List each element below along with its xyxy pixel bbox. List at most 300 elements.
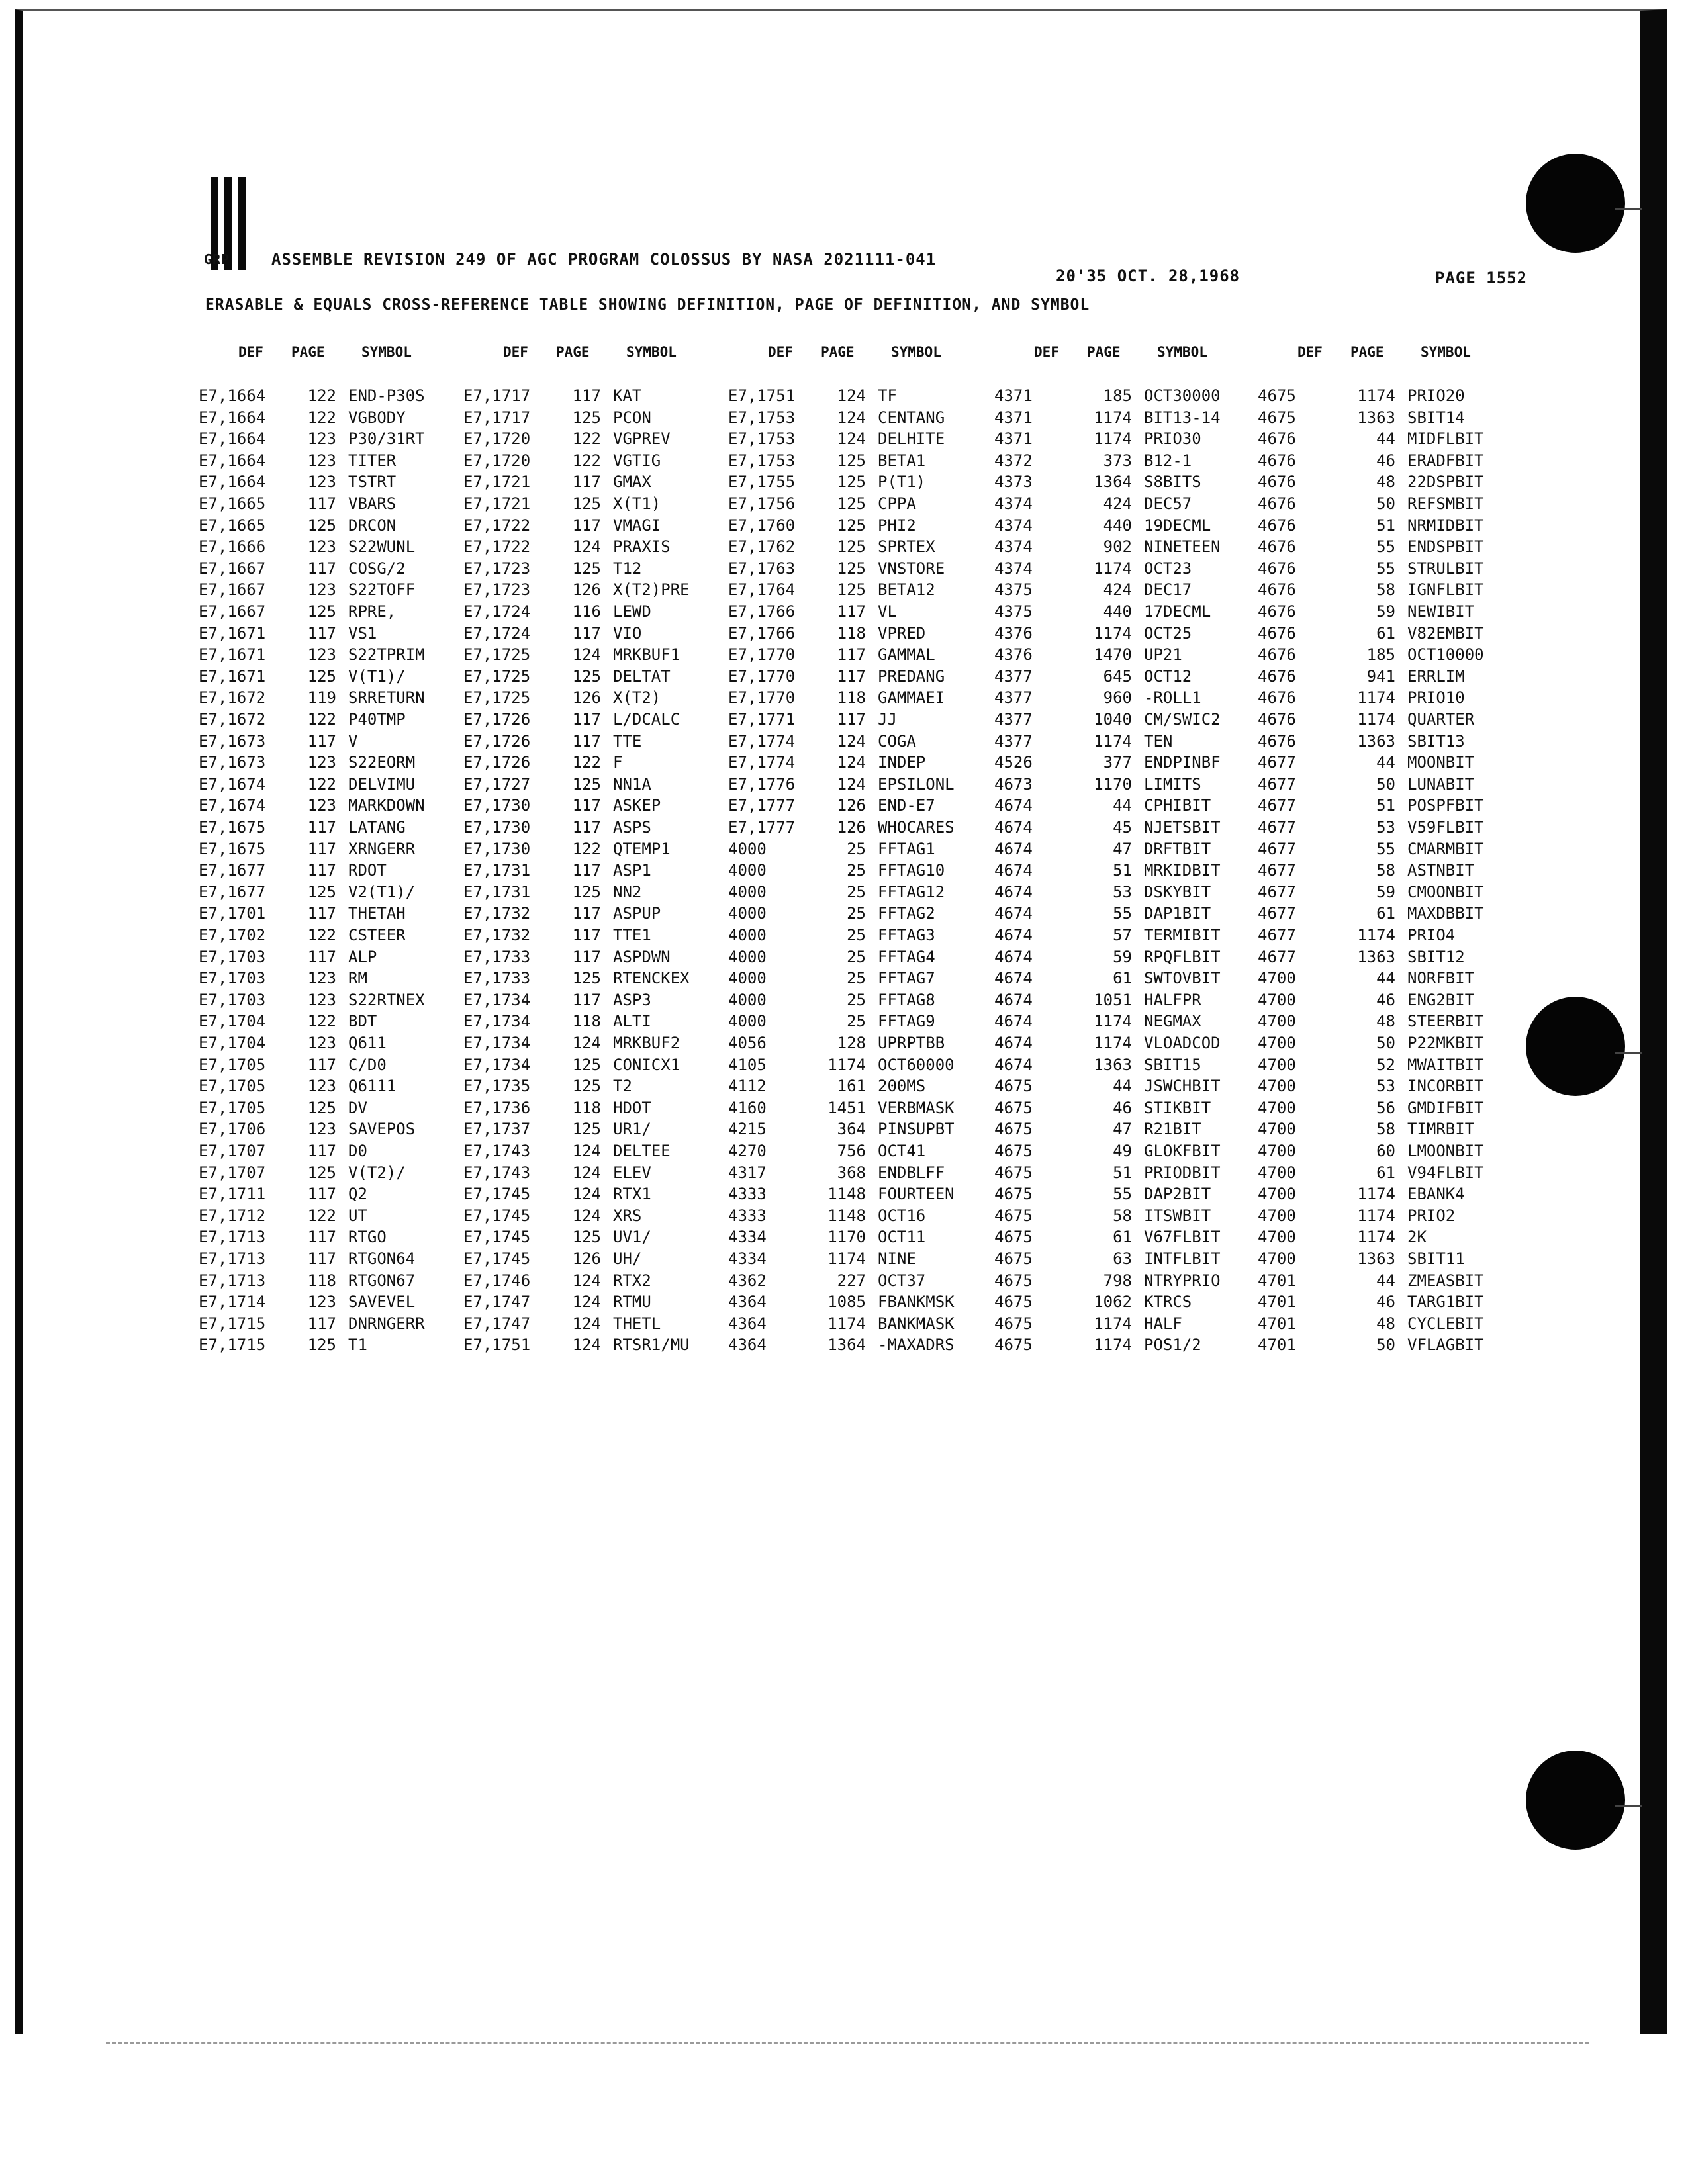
page-cell: 46	[1376, 990, 1395, 1009]
page-cell: 1062	[1094, 1293, 1132, 1312]
symbol-cell: VFLAGBIT	[1407, 1336, 1484, 1355]
definition-cell: E7,1703	[199, 947, 266, 966]
page-cell: 124	[572, 1034, 601, 1052]
symbol-cell: NEGMAX	[1144, 1012, 1201, 1031]
definition-cell: 4700	[1258, 969, 1296, 988]
table-row	[728, 1099, 993, 1120]
symbol-cell: RTSR1/MU	[613, 1336, 690, 1355]
table-row	[199, 624, 463, 645]
table-row	[199, 1056, 463, 1077]
table-row	[1258, 732, 1523, 753]
binder-hole	[1526, 1751, 1625, 1850]
symbol-cell: GMDIFBIT	[1407, 1098, 1484, 1117]
definition-cell: E7,1720	[463, 430, 531, 449]
table-row	[994, 991, 1259, 1012]
symbol-cell: PINSUPBT	[878, 1120, 955, 1139]
definition-cell: E7,1766	[728, 602, 796, 621]
page-cell: 117	[572, 387, 601, 405]
definition-cell: E7,1677	[199, 882, 266, 901]
table-row	[463, 1185, 728, 1206]
definition-cell: E7,1673	[199, 731, 266, 751]
table-row	[994, 537, 1259, 559]
symbol-cell: P30/31RT	[348, 430, 425, 449]
definition-cell: 4677	[1258, 947, 1296, 966]
table-row	[994, 861, 1259, 882]
page-cell: 756	[837, 1142, 866, 1160]
page-cell: 123	[307, 580, 336, 600]
page-cell: 960	[1103, 688, 1132, 707]
page-cell: 1174	[1094, 1336, 1132, 1355]
symbol-cell: REFSMBIT	[1407, 494, 1484, 513]
table-row	[728, 883, 993, 904]
table-row	[463, 710, 728, 731]
table-row	[463, 602, 728, 623]
definition-cell: 4000	[728, 861, 767, 880]
definition-cell: 4526	[994, 753, 1033, 772]
definition-cell: E7,1736	[463, 1098, 531, 1117]
symbol-cell: COSG/2	[348, 559, 406, 578]
page-cell: 44	[1376, 430, 1395, 449]
symbol-cell: POS1/2	[1144, 1336, 1201, 1355]
table-row	[199, 948, 463, 969]
symbol-cell: L/DCALC	[613, 710, 680, 729]
page-cell: 1174	[1094, 408, 1132, 427]
table-row	[994, 580, 1259, 602]
table-row	[463, 667, 728, 688]
definition-cell: 4377	[994, 731, 1033, 751]
symbol-cell: 2K	[1407, 1228, 1427, 1247]
table-row	[463, 1012, 728, 1033]
table-row	[1258, 1250, 1523, 1271]
table-row	[199, 430, 463, 451]
symbol-cell: X(T2)	[613, 688, 661, 707]
definition-cell: E7,1713	[199, 1228, 266, 1247]
table-row	[199, 1012, 463, 1033]
page-cell: 185	[1103, 387, 1132, 405]
table-row	[1258, 408, 1523, 430]
page-cell: 123	[307, 990, 336, 1009]
symbol-cell: STEERBIT	[1407, 1012, 1484, 1031]
definition-cell: 4376	[994, 623, 1033, 643]
definition-cell: 4675	[994, 1293, 1033, 1312]
page-cell: 25	[847, 882, 866, 901]
definition-cell: 4674	[994, 947, 1033, 966]
page-cell: 373	[1103, 451, 1132, 470]
page-cell: 124	[837, 430, 866, 449]
page-cell: 125	[307, 666, 336, 686]
definition-cell: E7,1743	[463, 1142, 531, 1160]
page-cell: 161	[837, 1077, 866, 1096]
symbol-cell: 22DSPBIT	[1407, 473, 1484, 492]
page-cell: 58	[1376, 1120, 1395, 1139]
symbol-cell: V82EMBIT	[1407, 623, 1484, 643]
table-row	[463, 408, 728, 430]
table-row	[199, 926, 463, 947]
definition-cell: 4676	[1258, 430, 1296, 449]
table-row	[728, 861, 993, 882]
definition-cell: 4675	[1258, 387, 1296, 405]
symbol-cell: VGBODY	[348, 408, 406, 427]
definition-cell: 4674	[994, 969, 1033, 988]
table-row	[1258, 1099, 1523, 1120]
definition-cell: 4700	[1258, 1163, 1296, 1182]
page-cell: 126	[837, 796, 866, 815]
symbol-cell: 200MS	[878, 1077, 926, 1096]
page-cell: 118	[837, 688, 866, 707]
symbol-cell: X(T2)PRE	[613, 580, 690, 600]
definition-cell: E7,1731	[463, 861, 531, 880]
symbol-cell: OCT11	[878, 1228, 926, 1247]
symbol-cell: LMOONBIT	[1407, 1142, 1484, 1160]
table-row	[1258, 688, 1523, 709]
page-cell: 1451	[827, 1098, 866, 1117]
table-row	[1258, 926, 1523, 947]
symbol-cell: RTGON67	[348, 1271, 416, 1290]
definition-cell: 4700	[1258, 1098, 1296, 1117]
symbol-cell: OCT12	[1144, 666, 1192, 686]
symbol-cell: OCT23	[1144, 559, 1192, 578]
table-row	[199, 451, 463, 473]
table-row	[1258, 494, 1523, 516]
definition-cell: E7,1705	[199, 1098, 266, 1117]
page-cell: 50	[1376, 1034, 1395, 1052]
table-row	[199, 1163, 463, 1185]
symbol-cell: VS1	[348, 623, 377, 643]
table-row	[463, 1228, 728, 1249]
page-cell: 125	[572, 494, 601, 513]
definition-cell: E7,1664	[199, 473, 266, 492]
definition-cell: E7,1777	[728, 796, 796, 815]
symbol-cell: SBIT11	[1407, 1250, 1465, 1268]
table-row	[994, 840, 1259, 861]
table-row	[463, 1120, 728, 1141]
table-row	[463, 969, 728, 990]
page-cell: 117	[572, 904, 601, 923]
page-cell: 1470	[1094, 645, 1132, 664]
definition-cell: E7,1753	[728, 430, 796, 449]
definition-cell: E7,1764	[728, 580, 796, 600]
page-cell: 1174	[827, 1055, 866, 1074]
definition-cell: 4000	[728, 969, 767, 988]
definition-cell: 4677	[1258, 861, 1296, 880]
table-row	[994, 387, 1259, 408]
table-row	[199, 710, 463, 731]
table-row	[728, 624, 993, 645]
symbol-cell: THETL	[613, 1314, 661, 1333]
definition-cell: E7,1745	[463, 1250, 531, 1268]
page-cell: 227	[837, 1271, 866, 1290]
definition-cell: E7,1704	[199, 1034, 266, 1052]
table-row	[1258, 1142, 1523, 1163]
table-row	[463, 494, 728, 516]
page-cell: 124	[837, 731, 866, 751]
table-row	[1258, 667, 1523, 688]
symbol-cell: MRKBUF1	[613, 645, 680, 664]
table-row	[1258, 473, 1523, 494]
definition-cell: E7,1777	[728, 818, 796, 837]
symbol-cell: ERRLIM	[1407, 666, 1465, 686]
page-cell: 117	[307, 559, 336, 578]
definition-cell: E7,1672	[199, 710, 266, 729]
symbol-cell: RDOT	[348, 861, 387, 880]
definition-cell: E7,1704	[199, 1012, 266, 1031]
table-row	[199, 861, 463, 882]
table-row	[199, 580, 463, 602]
page-cell: 25	[847, 1012, 866, 1031]
page-cell: 117	[837, 645, 866, 664]
page-cell: 117	[307, 818, 336, 837]
table-row	[1258, 516, 1523, 537]
symbol-cell: SPRTEX	[878, 537, 935, 557]
symbol-cell: STRULBIT	[1407, 559, 1484, 578]
table-row	[1258, 1034, 1523, 1055]
definition-cell: E7,1730	[463, 818, 531, 837]
page-cell: 125	[572, 774, 601, 794]
definition-cell: E7,1675	[199, 818, 266, 837]
table-row	[463, 537, 728, 559]
definition-cell: E7,1724	[463, 602, 531, 621]
page-cell: 56	[1376, 1098, 1395, 1117]
table-row	[463, 1206, 728, 1228]
symbol-cell: D0	[348, 1142, 367, 1160]
table-row	[994, 451, 1259, 473]
symbol-cell: RTX2	[613, 1271, 651, 1290]
table-row	[199, 732, 463, 753]
page-cell: 125	[572, 1055, 601, 1074]
page-cell: 48	[1376, 1012, 1395, 1031]
page-cell: 49	[1113, 1142, 1132, 1160]
definition-cell: 4676	[1258, 688, 1296, 707]
table-row	[463, 451, 728, 473]
table-row	[1258, 1185, 1523, 1206]
definition-cell: 4674	[994, 818, 1033, 837]
definition-cell: 4317	[728, 1163, 767, 1182]
symbol-cell: LATANG	[348, 818, 406, 837]
symbol-cell: OCT37	[878, 1271, 926, 1290]
table-row	[199, 1206, 463, 1228]
page-cell: 118	[837, 623, 866, 643]
page-cell: 1051	[1094, 990, 1132, 1009]
table-row	[199, 559, 463, 580]
definition-cell: 4676	[1258, 580, 1296, 600]
page-cell: 1174	[1357, 1206, 1395, 1225]
table-row	[199, 840, 463, 861]
page-cell: 1174	[1357, 1185, 1395, 1204]
definition-cell: E7,1771	[728, 710, 796, 729]
page-cell: 125	[307, 1336, 336, 1355]
page-cell: 118	[572, 1098, 601, 1117]
definition-cell: 4675	[994, 1142, 1033, 1160]
page-cell: 1148	[827, 1185, 866, 1204]
table-row	[728, 516, 993, 537]
page-cell: 1174	[1357, 387, 1395, 405]
symbol-cell: POSPFBIT	[1407, 796, 1484, 815]
page-cell: 1364	[1094, 473, 1132, 492]
definition-cell: 4673	[994, 774, 1033, 794]
page-cell: 55	[1113, 904, 1132, 923]
definition-cell: 4700	[1258, 1250, 1296, 1268]
definition-cell: 4334	[728, 1228, 767, 1247]
table-row	[728, 473, 993, 494]
symbol-cell: QTEMP1	[613, 839, 671, 858]
symbol-cell: DRFTBIT	[1144, 839, 1211, 858]
symbol-cell: MWAITBIT	[1407, 1055, 1484, 1074]
symbol-cell: V59FLBIT	[1407, 818, 1484, 837]
symbol-cell: BETA1	[878, 451, 926, 470]
symbol-cell: UPRPTBB	[878, 1034, 945, 1052]
table-row	[1258, 775, 1523, 796]
definition-cell: E7,1712	[199, 1206, 266, 1225]
table-row	[463, 1163, 728, 1185]
table-row	[728, 451, 993, 473]
definition-cell: 4675	[994, 1336, 1033, 1355]
table-row	[994, 710, 1259, 731]
symbol-cell: VL	[878, 602, 897, 621]
symbol-cell: ITSWBIT	[1144, 1206, 1211, 1225]
page-cell: 1174	[1357, 1228, 1395, 1247]
symbol-cell: BANKMASK	[878, 1314, 955, 1333]
symbol-cell: DAP1BIT	[1144, 904, 1211, 923]
definition-cell: 4700	[1258, 1012, 1296, 1031]
page-cell: 128	[837, 1034, 866, 1052]
header-page-number: PAGE 1552	[1435, 269, 1528, 287]
table-row	[463, 1034, 728, 1055]
page-cell: 125	[837, 516, 866, 535]
symbol-cell: V	[348, 731, 358, 751]
page-cell: 47	[1113, 1120, 1132, 1139]
table-row	[728, 948, 993, 969]
table-row	[994, 602, 1259, 623]
table-row	[463, 1099, 728, 1120]
page-cell: 117	[572, 710, 601, 729]
page-cell: 123	[307, 1077, 336, 1096]
definition-cell: E7,1734	[463, 1055, 531, 1074]
page-cell: 364	[837, 1120, 866, 1139]
symbol-cell: ELEV	[613, 1163, 651, 1182]
definition-cell: E7,1726	[463, 710, 531, 729]
page-cell: 1174	[1094, 623, 1132, 643]
symbol-cell: MIDFLBIT	[1407, 430, 1484, 449]
definition-cell: E7,1674	[199, 796, 266, 815]
table-row	[199, 1250, 463, 1271]
symbol-cell: RTGO	[348, 1228, 387, 1247]
symbol-cell: CMOONBIT	[1407, 882, 1484, 901]
page-cell: 25	[847, 861, 866, 880]
definition-cell: 4676	[1258, 516, 1296, 535]
definition-cell: 4675	[994, 1120, 1033, 1139]
binder-hole	[1526, 154, 1625, 253]
definition-cell: 4675	[994, 1271, 1033, 1290]
table-subtitle: ERASABLE & EQUALS CROSS-REFERENCE TABLE SHOWING DEFINITION, PAGE OF DEFINITION, AND SYMBOL	[205, 296, 1090, 314]
page-cell: 122	[307, 1012, 336, 1031]
page-cell: 123	[307, 537, 336, 557]
table-row	[1258, 1056, 1523, 1077]
symbol-cell: GAMMAEI	[878, 688, 945, 707]
page-cell: 25	[847, 969, 866, 988]
definition-cell: 4677	[1258, 796, 1296, 815]
page-cell: 122	[307, 387, 336, 405]
page-cell: 125	[572, 408, 601, 427]
table-row	[463, 904, 728, 925]
definition-cell: 4674	[994, 1055, 1033, 1074]
definition-cell: E7,1733	[463, 947, 531, 966]
column-header-page: PAGE	[291, 344, 325, 360]
page-cell: 1174	[1357, 710, 1395, 729]
page-cell: 125	[837, 537, 866, 557]
definition-cell: 4333	[728, 1206, 767, 1225]
definition-cell: E7,1734	[463, 990, 531, 1009]
table-row	[199, 753, 463, 774]
definition-cell: 4270	[728, 1142, 767, 1160]
symbol-cell: DELHITE	[878, 430, 945, 449]
table-row	[1258, 991, 1523, 1012]
page-cell: 1174	[1357, 688, 1395, 707]
symbol-cell: VIO	[613, 623, 642, 643]
definition-cell: 4675	[994, 1206, 1033, 1225]
table-row	[463, 840, 728, 861]
table-row	[994, 667, 1259, 688]
page-cell: 44	[1376, 753, 1395, 772]
symbol-cell: VMAGI	[613, 516, 661, 535]
symbol-cell: ASP1	[613, 861, 651, 880]
symbol-cell: HDOT	[613, 1098, 651, 1117]
table-row	[994, 1012, 1259, 1033]
definition-cell: E7,1753	[728, 408, 796, 427]
definition-cell: 4700	[1258, 990, 1296, 1009]
page-cell: 117	[307, 1314, 336, 1333]
table-row	[199, 796, 463, 817]
definition-cell: 4364	[728, 1336, 767, 1355]
page-cell: 61	[1376, 904, 1395, 923]
definition-cell: E7,1707	[199, 1142, 266, 1160]
table-row	[728, 818, 993, 839]
page-cell: 124	[572, 1185, 601, 1204]
page-cell: 117	[307, 839, 336, 858]
definition-cell: E7,1751	[463, 1336, 531, 1355]
table-row	[1258, 1228, 1523, 1249]
symbol-cell: P40TMP	[348, 710, 406, 729]
definition-cell: E7,1713	[199, 1250, 266, 1268]
table-row	[994, 1056, 1259, 1077]
table-row	[463, 688, 728, 709]
table-row	[728, 1314, 993, 1336]
page-cell: 126	[572, 580, 601, 600]
symbol-cell: ASKEP	[613, 796, 661, 815]
column-header-def: DEF	[1297, 344, 1323, 360]
symbol-cell: MARKDOWN	[348, 796, 425, 815]
definition-cell: E7,1664	[199, 408, 266, 427]
page-cell: 124	[572, 645, 601, 664]
symbol-cell: DSKYBIT	[1144, 882, 1211, 901]
column-header-symbol: SYMBOL	[891, 344, 941, 360]
definition-cell: E7,1763	[728, 559, 796, 578]
symbol-cell: S22TOFF	[348, 580, 416, 600]
definition-cell: 4700	[1258, 1228, 1296, 1247]
table-row	[994, 645, 1259, 666]
symbol-cell: FFTAG1	[878, 839, 935, 858]
table-row	[994, 883, 1259, 904]
table-row	[199, 1271, 463, 1293]
page-cell: 63	[1113, 1250, 1132, 1268]
table-row	[994, 1142, 1259, 1163]
definition-cell: 4374	[994, 516, 1033, 535]
symbol-cell: RTMU	[613, 1293, 651, 1312]
table-row	[199, 1185, 463, 1206]
table-row	[728, 1271, 993, 1293]
symbol-cell: OCT30000	[1144, 387, 1221, 405]
table-row	[728, 926, 993, 947]
symbol-cell: Q6111	[348, 1077, 397, 1096]
